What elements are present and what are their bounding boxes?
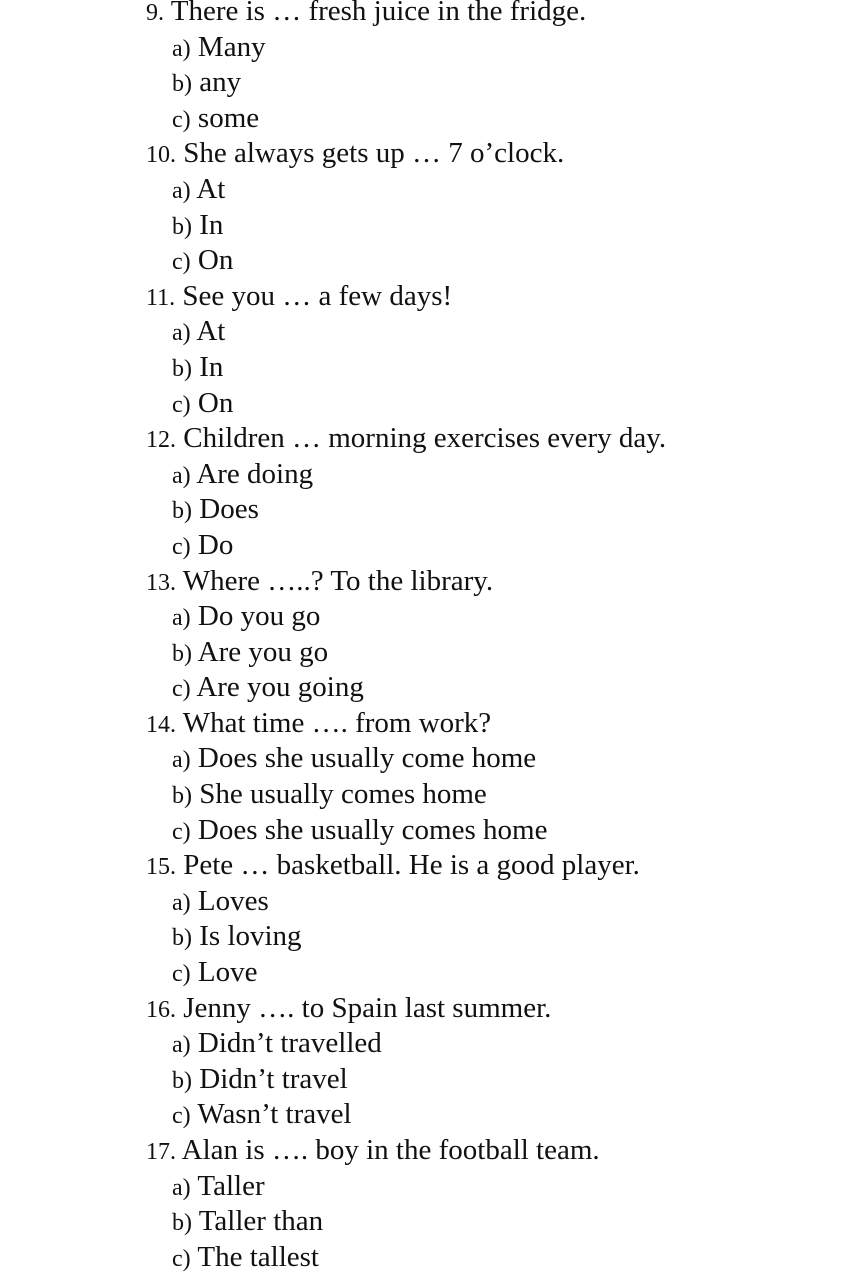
option-text: Didn’t travel bbox=[199, 1062, 348, 1095]
option-text: In bbox=[199, 208, 224, 241]
question-text: Pete … basketball. He is a good player. bbox=[183, 849, 640, 882]
question-number: 15. bbox=[146, 854, 176, 881]
answer-option bbox=[0, 955, 846, 991]
option-text: At bbox=[196, 172, 226, 205]
answer-option bbox=[0, 386, 846, 422]
option-text: Love bbox=[197, 956, 258, 989]
option-text: Didn’t travelled bbox=[197, 1027, 382, 1060]
option-letter: b) bbox=[172, 640, 192, 667]
question-block bbox=[0, 1133, 846, 1275]
option-text: Does she usually comes home bbox=[197, 813, 548, 846]
option-text: On bbox=[197, 386, 234, 419]
option-letter: b) bbox=[172, 1067, 192, 1094]
question-line bbox=[0, 136, 846, 172]
answer-option bbox=[0, 528, 846, 564]
option-text: some bbox=[197, 101, 260, 134]
question-text: See you … a few days! bbox=[182, 279, 453, 312]
answer-option bbox=[0, 670, 846, 706]
option-text: Are you go bbox=[197, 635, 329, 668]
question-text: Jenny …. to Spain last summer. bbox=[183, 991, 552, 1024]
option-letter: a) bbox=[172, 605, 191, 632]
question-text: Where …..? To the library. bbox=[182, 564, 494, 597]
answer-option bbox=[0, 30, 846, 66]
option-letter: b) bbox=[172, 71, 192, 98]
option-letter: b) bbox=[172, 498, 192, 525]
question-line bbox=[0, 1133, 846, 1169]
option-text: Do you go bbox=[197, 600, 321, 633]
answer-option bbox=[0, 599, 846, 635]
question-line bbox=[0, 706, 846, 742]
option-letter: c) bbox=[172, 1103, 191, 1130]
option-text: Loves bbox=[197, 884, 269, 917]
option-text: Do bbox=[197, 528, 234, 561]
option-letter: c) bbox=[172, 818, 191, 845]
option-letter: b) bbox=[172, 1210, 192, 1237]
option-text: She usually comes home bbox=[199, 778, 487, 811]
question-number: 13. bbox=[146, 569, 176, 596]
question-text: Children … morning exercises every day. bbox=[183, 422, 667, 455]
option-letter: c) bbox=[172, 1245, 191, 1272]
option-letter: c) bbox=[172, 533, 191, 560]
question-line bbox=[0, 421, 846, 457]
option-letter: b) bbox=[172, 783, 192, 810]
answer-option bbox=[0, 172, 846, 208]
question-number: 9. bbox=[146, 0, 164, 26]
answer-option bbox=[0, 1169, 846, 1205]
option-text: Does she usually come home bbox=[197, 742, 537, 775]
question-block bbox=[0, 0, 846, 136]
question-number: 17. bbox=[146, 1139, 176, 1165]
option-text: Wasn’t travel bbox=[197, 1098, 352, 1131]
answer-option bbox=[0, 492, 846, 528]
question-number: 11. bbox=[146, 284, 176, 311]
question-line bbox=[0, 564, 846, 600]
answer-option bbox=[0, 777, 846, 813]
answer-option bbox=[0, 1097, 846, 1133]
option-text: Many bbox=[197, 30, 266, 63]
question-number: 10. bbox=[146, 142, 176, 169]
option-letter: a) bbox=[172, 177, 191, 204]
option-letter: a) bbox=[172, 462, 191, 489]
answer-option bbox=[0, 635, 846, 671]
question-line bbox=[0, 0, 846, 30]
option-letter: a) bbox=[172, 889, 191, 916]
option-letter: a) bbox=[172, 320, 191, 347]
question-number: 12. bbox=[146, 427, 176, 454]
question-block bbox=[0, 991, 846, 1133]
answer-option bbox=[0, 314, 846, 350]
option-letter: c) bbox=[172, 961, 191, 988]
question-block bbox=[0, 848, 846, 990]
option-letter: c) bbox=[172, 106, 191, 133]
option-letter: b) bbox=[172, 213, 192, 240]
answer-option bbox=[0, 1026, 846, 1062]
option-text: Is loving bbox=[199, 920, 302, 953]
question-text: She always gets up … 7 o’clock. bbox=[183, 137, 565, 170]
option-letter: a) bbox=[172, 747, 191, 774]
question-block bbox=[0, 706, 846, 848]
answer-option bbox=[0, 457, 846, 493]
option-letter: c) bbox=[172, 249, 191, 276]
question-line bbox=[0, 991, 846, 1027]
answer-option bbox=[0, 884, 846, 920]
option-text: any bbox=[199, 66, 242, 99]
answer-option bbox=[0, 1240, 846, 1276]
answer-option bbox=[0, 65, 846, 101]
question-block bbox=[0, 421, 846, 563]
question-block bbox=[0, 136, 846, 278]
option-letter: a) bbox=[172, 35, 191, 62]
option-text: In bbox=[199, 350, 224, 383]
question-line bbox=[0, 848, 846, 884]
answer-option bbox=[0, 243, 846, 279]
option-letter: c) bbox=[172, 391, 191, 418]
option-text: The tallest bbox=[197, 1240, 319, 1273]
question-block bbox=[0, 564, 846, 706]
answer-option bbox=[0, 1204, 846, 1240]
option-letter: b) bbox=[172, 925, 192, 952]
option-text: Does bbox=[199, 493, 259, 526]
option-text: At bbox=[196, 315, 226, 348]
option-text: Taller than bbox=[198, 1205, 324, 1238]
answer-option bbox=[0, 350, 846, 386]
option-text: Are doing bbox=[196, 457, 314, 490]
option-letter: b) bbox=[172, 355, 192, 382]
answer-option bbox=[0, 208, 846, 244]
option-letter: a) bbox=[172, 1174, 191, 1201]
question-text: Alan is …. boy in the football team. bbox=[181, 1134, 600, 1166]
option-letter: a) bbox=[172, 1032, 191, 1059]
answer-option bbox=[0, 813, 846, 849]
option-text: On bbox=[197, 244, 234, 277]
answer-option bbox=[0, 919, 846, 955]
question-block bbox=[0, 279, 846, 421]
option-letter: c) bbox=[172, 676, 191, 703]
question-text: What time …. from work? bbox=[182, 706, 492, 739]
question-number: 16. bbox=[146, 996, 176, 1023]
question-text: There is … fresh juice in the fridge. bbox=[170, 0, 587, 27]
answer-option bbox=[0, 101, 846, 137]
answer-option bbox=[0, 741, 846, 777]
answer-option bbox=[0, 1062, 846, 1098]
option-text: Are you going bbox=[196, 671, 364, 704]
option-text: Taller bbox=[197, 1169, 265, 1202]
question-number: 14. bbox=[146, 711, 176, 738]
question-line bbox=[0, 279, 846, 315]
